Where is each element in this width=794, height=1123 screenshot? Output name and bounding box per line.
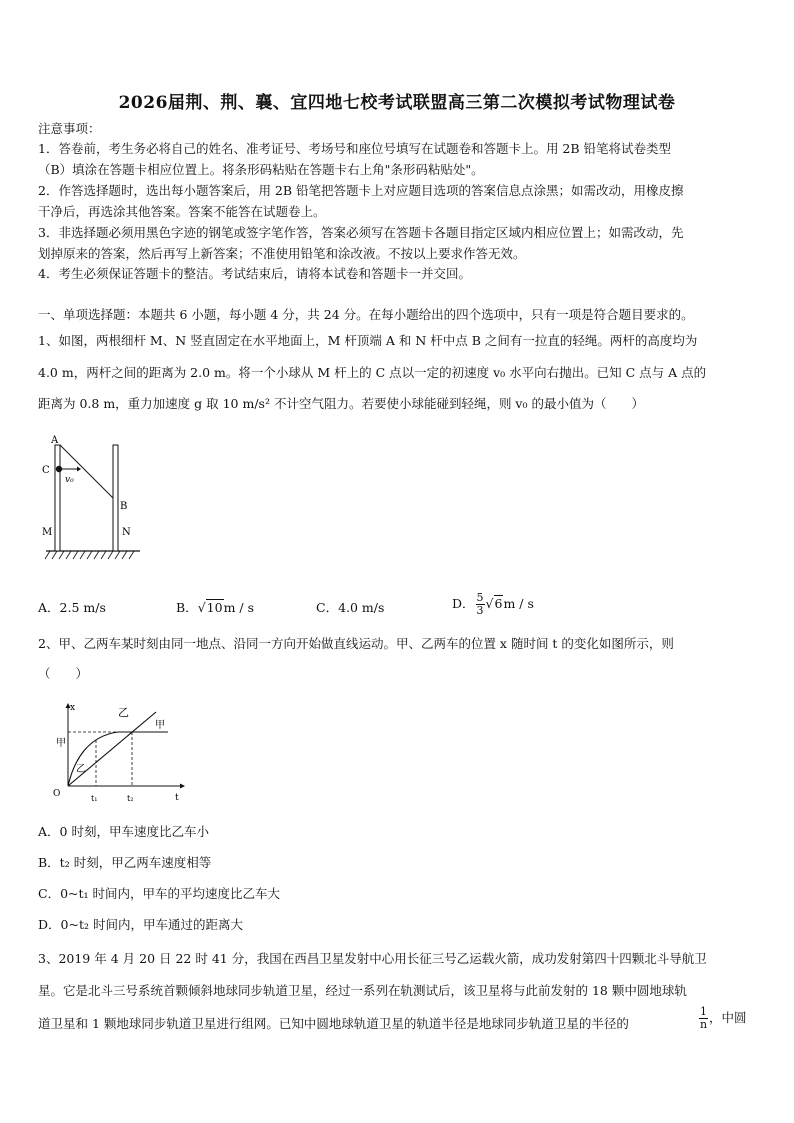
q2-option-d[interactable]: D．0~t₂ 时间内，甲车通过的距离大 bbox=[38, 917, 243, 932]
label-A: A bbox=[51, 435, 59, 446]
q1-option-d-prefix: D． bbox=[452, 596, 475, 611]
page-title: 2026届荆、荆、襄、宜四地七校考试联盟高三第二次模拟考试物理试卷 bbox=[118, 93, 676, 113]
fraction-numerator: 1 bbox=[700, 1005, 707, 1018]
q1-text: 距离为 0.8 m，重力加速度 g 取 10 m/s² 不计空气阻力。若要使小球能碰到轻绳，则 v₀ 的最小值为（ ） bbox=[38, 396, 644, 411]
label-v0: v₀ bbox=[65, 475, 74, 485]
q1-option-d[interactable] bbox=[452, 592, 534, 617]
q3-text: 3、2019 年 4 月 20 日 22 时 41 分，我国在西昌卫星发射中心用长征三号乙运载火箭，成功发射第四十四颗北斗导航卫 bbox=[38, 951, 707, 966]
fraction-denominator: n bbox=[699, 1018, 708, 1031]
notice-line: （B）填涂在答题卡相应位置上。将条形码粘贴在答题卡右上角"条形码粘贴处"。 bbox=[38, 162, 484, 177]
axis-t-label: t bbox=[175, 793, 179, 803]
sqrt-sign: √ bbox=[197, 600, 206, 615]
q3-text: 星。它是北斗三号系统首颗倾斜地球同步轨道卫星，经过一系列在轨测试后，该卫星将与此前发射的 18 颗中圆地球轨 bbox=[38, 983, 687, 998]
tick-t2: t₂ bbox=[127, 794, 134, 803]
q1-option-b-radicand: 10 bbox=[206, 600, 223, 615]
label-C: C bbox=[42, 465, 50, 476]
notice-line: 干净后，再选涂其他答案。答案不能答在试题卷上。 bbox=[38, 204, 326, 219]
notice-line: 1．答卷前，考生务必将自己的姓名、准考证号、考场号和座位号填写在试题卷和答题卡上。用 2B 铅笔将试卷类型 bbox=[38, 141, 672, 156]
q3-text: 道卫星和 1 颗地球同步轨道卫星进行组网。已知中圆地球轨道卫星的轨道半径是地球同步轨道卫星的半径的 bbox=[38, 1016, 629, 1031]
notice-line: 3．非选择题必须用黑色字迹的钢笔或签字笔作答，答案必须写在答题卡各题目指定区域内相应位置上；如需改动，先 bbox=[38, 225, 684, 240]
axis-x-label: x bbox=[70, 703, 76, 713]
q3-tail-text: ，中圆 bbox=[709, 1010, 747, 1025]
q1-text: 1、如图，两根细杆 M、N 竖直固定在水平地面上，M 杆顶端 A 和 N 杆中点 B 之间有一拉直的轻绳。两杆的高度均为 bbox=[38, 333, 698, 348]
section-heading: 一、单项选择题：本题共 6 小题，每小题 4 分，共 24 分。在每小题给出的四个选项中，只有一项是符合题目要求的。 bbox=[38, 307, 694, 322]
q1-option-d-radicand: 6 bbox=[494, 596, 503, 611]
label-jia-left: 甲 bbox=[56, 738, 66, 749]
notice-line: 4．考生必须保证答题卡的整洁。考试结束后，请将本试卷和答题卡一并交回。 bbox=[38, 266, 471, 281]
sqrt-sign: √ bbox=[485, 596, 494, 611]
q1-figure bbox=[36, 430, 146, 570]
q1-option-a[interactable]: A．2.5 m/s bbox=[38, 600, 106, 615]
q1-option-b[interactable] bbox=[176, 598, 254, 616]
q3-fraction-tail bbox=[698, 1006, 747, 1031]
q2-option-b[interactable]: B．t₂ 时刻，甲乙两车速度相等 bbox=[38, 855, 212, 870]
notice-line: 2．作答选择题时，选出每小题答案后，用 2B 铅笔把答题卡上对应题目选项的答案信息点涂黑；如需改动，用橡皮擦 bbox=[38, 183, 684, 198]
label-yi-top: 乙 bbox=[118, 706, 129, 719]
q1-option-b-unit: m / s bbox=[223, 600, 254, 615]
q1-text: 4.0 m，两杆之间的距离为 2.0 m。将一个小球从 M 杆上的 C 点以一定的初速度 v₀ 水平向右抛出。已知 C 点与 A 点的 bbox=[38, 365, 707, 380]
q3-fraction bbox=[699, 1006, 708, 1031]
q1-option-b-prefix: B． bbox=[176, 600, 198, 615]
q2-figure bbox=[48, 700, 193, 810]
fraction-denominator: 3 bbox=[476, 604, 484, 617]
tick-t1: t₁ bbox=[91, 794, 98, 803]
label-M: M bbox=[42, 527, 53, 538]
label-N: N bbox=[122, 527, 131, 538]
label-yi-inner: 乙 bbox=[76, 764, 86, 775]
q1-option-d-fraction bbox=[476, 592, 485, 617]
q1-option-c[interactable]: C．4.0 m/s bbox=[316, 600, 385, 615]
notice-line: 划掉原来的答案，然后再写上新答案；不准使用铅笔和涂改液。不按以上要求作答无效。 bbox=[38, 246, 526, 261]
q2-option-a[interactable]: A．0 时刻，甲车速度比乙车小 bbox=[38, 824, 209, 839]
q2-option-c[interactable]: C．0~t₁ 时间内，甲车的平均速度比乙车大 bbox=[38, 886, 280, 901]
notice-heading: 注意事项： bbox=[38, 121, 101, 136]
label-jia-top: 甲 bbox=[155, 720, 165, 731]
fraction-numerator: 5 bbox=[476, 591, 484, 604]
origin-label: O bbox=[53, 789, 61, 799]
label-B: B bbox=[120, 501, 128, 512]
q2-text: （ ） bbox=[38, 666, 89, 681]
q1-option-d-unit: m / s bbox=[503, 596, 534, 611]
q2-text: 2、甲、乙两车某时刻由同一地点、沿同一方向开始做直线运动。甲、乙两车的位置 x 随时间 t 的变化如图所示，则 bbox=[38, 636, 674, 651]
